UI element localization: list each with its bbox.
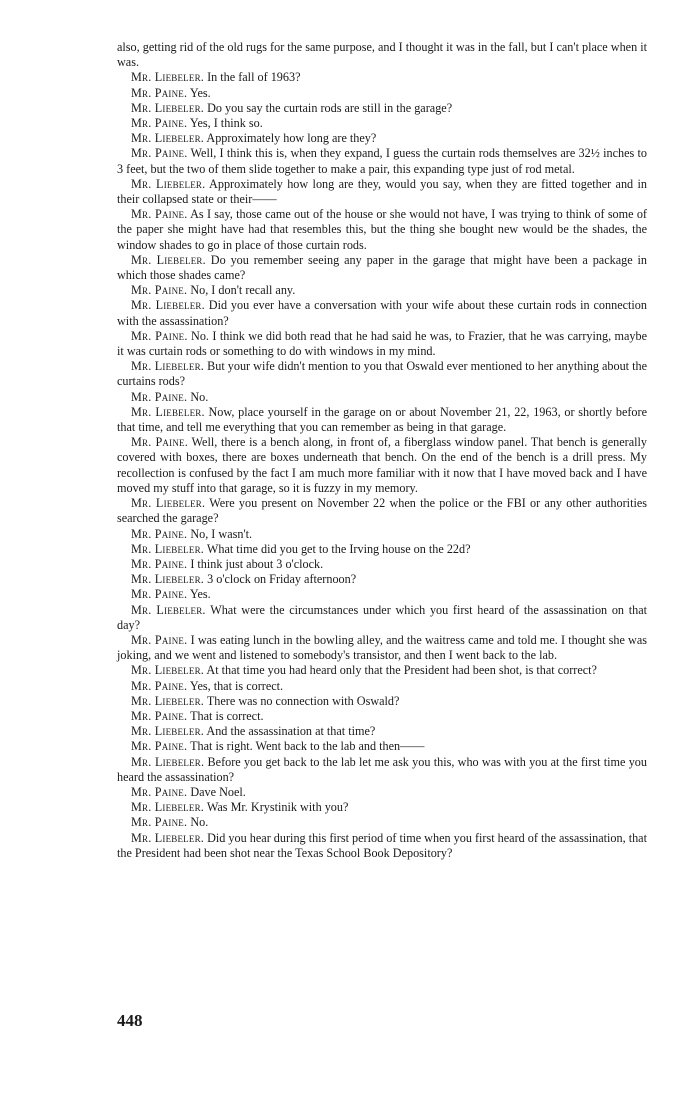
speaker-label: Mr. Paine. bbox=[131, 207, 188, 222]
speaker-label: Mr. Paine. bbox=[131, 328, 188, 343]
transcript-paragraph bbox=[117, 724, 647, 739]
paragraph-text: I think just about 3 o'clock. bbox=[190, 556, 324, 571]
transcript-paragraph bbox=[117, 496, 647, 526]
speaker-label: Mr. Liebeler. bbox=[131, 572, 205, 587]
paragraph-text: also, getting rid of the old rugs for the same purpose, and I thought it was in the fall, but I can't place when it was. bbox=[117, 40, 647, 70]
transcript-paragraph bbox=[117, 815, 647, 830]
speaker-label: Mr. Paine. bbox=[131, 708, 188, 723]
speaker-label: Mr. Liebeler. bbox=[131, 496, 206, 511]
transcript-paragraph bbox=[117, 435, 647, 496]
paragraph-text: Well, I think this is, when they expand, I guess the curtain rods themselves are 32½ inches to 3 feet, but the two of them slide together to make a pair, this expanding type just of rod metal. bbox=[117, 146, 647, 176]
transcript-paragraph bbox=[117, 785, 647, 800]
paragraph-text: Before you get back to the lab let me ask you this, who was with you at the first time you heard the assassination? bbox=[117, 754, 647, 784]
paragraph-text: Well, there is a bench along, in front of, a fiberglass window panel. That bench is generally covered with boxes, there are boxes underneath that bench. On the end of the bench is a drill press. My recollection is confused by the fact I am much more familiar with it now that I have moved back and I have moved my stuff into that garage, so it is fuzzy in my memory. bbox=[117, 435, 647, 495]
speaker-label: Mr. Liebeler. bbox=[131, 359, 205, 374]
transcript-paragraph bbox=[117, 800, 647, 815]
paragraph-text: Yes. bbox=[189, 587, 211, 602]
transcript-paragraph bbox=[117, 116, 647, 131]
paragraph-text: Approximately how long are they? bbox=[206, 131, 377, 146]
paragraph-text: Did you ever have a conversation with your wife about these curtain rods in connection with the assassination? bbox=[117, 298, 647, 328]
speaker-label: Mr. Paine. bbox=[131, 85, 188, 100]
paragraph-text: As I say, those came out of the house or she would not have, I was trying to think of some of the paper she might have had that resembles this, but the thing she bought new would be the shades, the window shades to go in place of those curtain rods. bbox=[117, 207, 647, 252]
transcript-paragraph bbox=[117, 694, 647, 709]
paragraph-text: Dave Noel. bbox=[190, 784, 246, 799]
paragraph-text: What were the circumstances under which you first heard of the assassination on that day? bbox=[117, 602, 648, 632]
paragraph-text: Were you present on November 22 when the police or the FBI or any other authorities searched the garage? bbox=[117, 496, 647, 526]
transcript-paragraph bbox=[117, 557, 647, 572]
speaker-label: Mr. Paine. bbox=[131, 587, 188, 602]
transcript-paragraph bbox=[117, 542, 647, 557]
speaker-label: Mr. Liebeler. bbox=[131, 131, 205, 146]
paragraph-text: 3 o'clock on Friday afternoon? bbox=[207, 572, 357, 587]
transcript-paragraph bbox=[117, 146, 647, 176]
paragraph-text: That is right. Went back to the lab and then—— bbox=[190, 739, 425, 754]
paragraph-text: No. bbox=[190, 815, 209, 830]
transcript-paragraph bbox=[117, 86, 647, 101]
paragraph-text: No, I don't recall any. bbox=[190, 283, 296, 298]
speaker-label: Mr. Liebeler. bbox=[131, 298, 205, 313]
speaker-label: Mr. Liebeler. bbox=[131, 252, 206, 267]
paragraph-text: Was Mr. Krystinik with you? bbox=[206, 800, 349, 815]
speaker-label: Mr. Liebeler. bbox=[131, 724, 205, 739]
transcript-paragraph bbox=[117, 298, 647, 328]
paragraph-text: I was eating lunch in the bowling alley, and the waitress came and told me. I thought she was joking, and we went and listened to somebody's transistor, and then I went back to the lab. bbox=[117, 632, 648, 663]
paragraph-text: No. I think we did both read that he had said he was, to Frazier, that he was carrying, maybe it was curtain rods or something to do with windows in my mind. bbox=[117, 328, 647, 359]
paragraph-text: What time did you get to the Irving house on the 22d? bbox=[206, 541, 471, 556]
speaker-label: Mr. Paine. bbox=[131, 283, 188, 298]
paragraph-text: There was no connection with Oswald? bbox=[206, 693, 400, 708]
paragraph-text: And the assassination at that time? bbox=[206, 724, 376, 739]
transcript-paragraph bbox=[117, 283, 647, 298]
speaker-label: Mr. Liebeler. bbox=[131, 663, 205, 678]
speaker-label: Mr. Paine. bbox=[131, 678, 188, 693]
paragraph-text: Do you say the curtain rods are still in the garage? bbox=[207, 100, 453, 115]
page-number: 448 bbox=[117, 1011, 143, 1030]
speaker-label: Mr. Paine. bbox=[131, 526, 188, 541]
transcript-paragraph bbox=[117, 603, 647, 633]
speaker-label: Mr. Liebeler. bbox=[131, 70, 205, 85]
transcript-paragraph bbox=[117, 572, 647, 587]
transcript-paragraph bbox=[117, 679, 647, 694]
transcript-paragraph bbox=[117, 587, 647, 602]
speaker-label: Mr. Liebeler. bbox=[131, 800, 205, 815]
transcript-paragraph bbox=[117, 131, 647, 146]
speaker-label: Mr. Paine. bbox=[131, 739, 188, 754]
paragraph-text: Do you remember seeing any paper in the garage that might have been a package in which those shades came? bbox=[117, 252, 647, 283]
paragraph-text: Yes. bbox=[189, 85, 211, 100]
speaker-label: Mr. Liebeler. bbox=[131, 404, 205, 419]
transcript-paragraph bbox=[117, 390, 647, 405]
transcript-paragraph bbox=[117, 177, 647, 207]
speaker-label: Mr. Liebeler. bbox=[131, 693, 205, 708]
speaker-label: Mr. Paine. bbox=[131, 556, 188, 571]
speaker-label: Mr. Paine. bbox=[131, 632, 188, 647]
speaker-label: Mr. Paine. bbox=[131, 435, 188, 450]
transcript-paragraph bbox=[117, 405, 647, 435]
paragraph-text: In the fall of 1963? bbox=[207, 70, 301, 85]
speaker-label: Mr. Liebeler. bbox=[131, 754, 205, 769]
transcript-paragraph bbox=[117, 40, 647, 70]
transcript-paragraph bbox=[117, 207, 647, 253]
speaker-label: Mr. Paine. bbox=[131, 815, 188, 830]
paragraph-text: At that time you had heard only that the President had been shot, is that correct? bbox=[206, 663, 597, 678]
paragraph-text: No, I wasn't. bbox=[190, 526, 253, 541]
transcript-paragraph bbox=[117, 663, 647, 678]
paragraph-text: Did you hear during this first period of time when you first heard of the assassination, that the President had been shot near the Texas School Book Depository? bbox=[117, 830, 647, 860]
paragraph-text: Yes, I think so. bbox=[189, 116, 263, 131]
transcript-page bbox=[117, 40, 647, 861]
transcript-paragraph bbox=[117, 101, 647, 116]
transcript-paragraph bbox=[117, 253, 647, 283]
paragraph-text: That is correct. bbox=[190, 708, 264, 723]
paragraph-text: No. bbox=[190, 389, 209, 404]
paragraph-text: But your wife didn't mention to you that Oswald ever mentioned to her anything about the curtains rods? bbox=[117, 359, 647, 389]
transcript-paragraph bbox=[117, 329, 647, 359]
paragraph-text: Yes, that is correct. bbox=[189, 678, 284, 693]
transcript-paragraph bbox=[117, 70, 647, 85]
speaker-label: Mr. Liebeler. bbox=[131, 830, 205, 845]
speaker-label: Mr. Paine. bbox=[131, 116, 188, 131]
transcript-paragraph bbox=[117, 739, 647, 754]
paragraph-text: Now, place yourself in the garage on or about November 21, 22, 1963, or shortly before that time, and tell me everything that you can remember as being in that garage. bbox=[117, 404, 647, 435]
speaker-label: Mr. Liebeler. bbox=[131, 176, 206, 191]
transcript-paragraph bbox=[117, 527, 647, 542]
transcript-paragraph bbox=[117, 709, 647, 724]
speaker-label: Mr. Liebeler. bbox=[131, 100, 205, 115]
speaker-label: Mr. Liebeler. bbox=[131, 602, 206, 617]
transcript-paragraph bbox=[117, 755, 647, 785]
speaker-label: Mr. Paine. bbox=[131, 784, 188, 799]
speaker-label: Mr. Paine. bbox=[131, 146, 188, 161]
transcript-paragraph bbox=[117, 831, 647, 861]
paragraph-text: Approximately how long are they, would you say, when they are fitted together and in their collapsed state or their—— bbox=[117, 176, 647, 207]
speaker-label: Mr. Liebeler. bbox=[131, 541, 205, 556]
transcript-paragraph bbox=[117, 633, 647, 663]
speaker-label: Mr. Paine. bbox=[131, 389, 188, 404]
transcript-paragraph bbox=[117, 359, 647, 389]
